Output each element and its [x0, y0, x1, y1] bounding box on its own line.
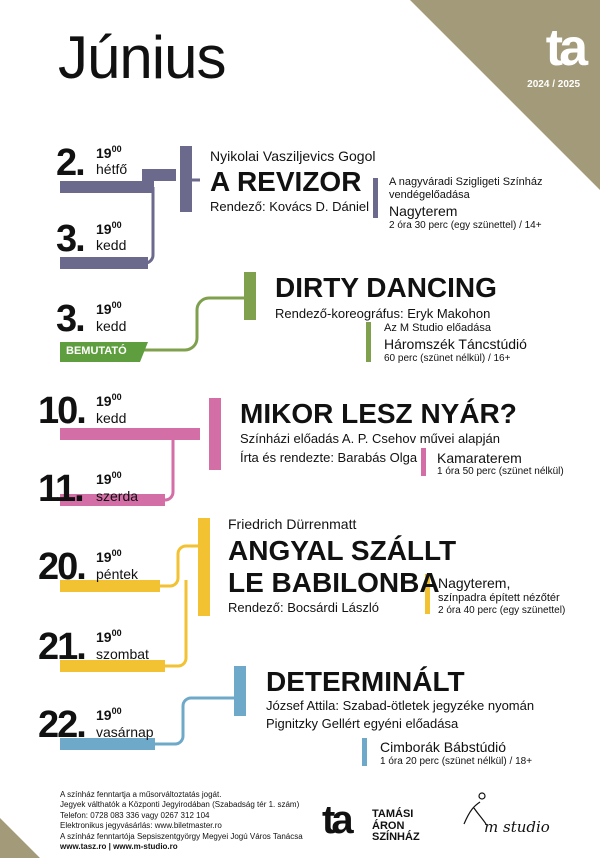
event-date: 21.	[38, 626, 85, 668]
event-time: $19^{00}$	[96, 628, 122, 645]
event-title-line-2: LE BABILONBA	[228, 567, 440, 598]
event-title: DIRTY DANCING	[275, 272, 497, 303]
event-date: 3.	[56, 218, 84, 260]
event-author: Nyikolai Vasziljevics Gogol	[210, 148, 376, 164]
event-date: 2.	[56, 142, 84, 184]
event-day: hétfő	[96, 161, 128, 177]
page-title-month: Június	[58, 24, 226, 91]
event-time: $19^{00}$	[96, 548, 122, 565]
footer-line: Telefon: 0728 083 336 vagy 0267 312 104	[60, 810, 210, 820]
footer-theatre-logo: ta	[322, 798, 350, 842]
event-venue: Nagyterem	[389, 203, 458, 219]
event-duration: 2 óra 30 perc (egy szünettel) / 14+	[389, 220, 542, 231]
event-time: $19^{00}$	[96, 220, 122, 237]
event-duration: 1 óra 50 perc (szünet nélkül)	[437, 466, 564, 477]
nyar-bar	[209, 398, 221, 470]
event-author: Friedrich Dürrenmatt	[228, 516, 357, 532]
event-day: szerda	[96, 488, 139, 504]
event-director: Rendező: Kovács D. Dániel	[210, 199, 369, 214]
event-venue: Kamaraterem	[437, 450, 522, 466]
footer-info	[60, 790, 303, 852]
event-date: 22.	[38, 704, 85, 746]
event-duration: 2 óra 40 perc (egy szünettel)	[438, 605, 566, 616]
event-director: Rendező: Bocsárdi László	[228, 600, 380, 615]
event-time: $19^{00}$	[96, 144, 122, 161]
angyal-bar	[198, 518, 210, 616]
season-label: 2024 / 2025	[527, 79, 580, 90]
footer-line: A színház fenntartja a műsorváltoztatás jogát.	[60, 790, 222, 799]
event-day: kedd	[96, 237, 127, 253]
theatre-logo: ta	[545, 19, 584, 77]
bottom-left-corner-triangle	[0, 818, 40, 858]
event-guest: Az M Studio előadása	[384, 322, 492, 334]
event-director: Pignitzky Gellért egyéni előadása	[266, 716, 459, 731]
event-time: $19^{00}$	[96, 706, 122, 723]
revizor-venue-bar	[373, 178, 378, 218]
nyar-venue-bar	[421, 448, 426, 476]
event-guest: A nagyváradi Szigligeti Színház vendégelőadása	[389, 176, 543, 202]
premiere-badge: BEMUTATÓ	[66, 345, 127, 357]
event-day: szombat	[96, 646, 149, 662]
revizor-bar	[180, 146, 192, 212]
event-day: vasárnap	[96, 724, 154, 740]
event-time: $19^{00}$	[96, 392, 122, 409]
event-director: Rendező-koreográfus: Eryk Makohon	[275, 306, 491, 321]
event-venue: Háromszék Táncstúdió	[384, 336, 527, 352]
dirty-venue-bar	[366, 322, 371, 362]
event-day: kedd	[96, 318, 127, 334]
event-duration: 60 perc (szünet nélkül) / 16+	[384, 353, 511, 364]
dirty-bar	[244, 272, 256, 320]
footer-line: Jegyek válthatók a Központi Jegyirodában (Szabadság tér 1. szám)	[60, 800, 300, 810]
footer-line: A színház fenntartója Sepsiszentgyörgy Megyei Jogú Város Tanácsa	[60, 831, 303, 841]
event-day: péntek	[96, 566, 139, 582]
event-venue: Nagyterem,	[438, 575, 511, 591]
event-time: $19^{00}$	[96, 300, 122, 317]
event-date: 20.	[38, 546, 85, 588]
determinalt-bar	[234, 666, 246, 716]
determinalt-venue-bar	[362, 738, 367, 766]
event-day: kedd	[96, 410, 127, 426]
event-title: DETERMINÁLT	[266, 666, 465, 697]
event-date: 3.	[56, 298, 84, 340]
event-venue-detail: színpadra épített nézőtér	[438, 592, 560, 604]
event-title: A REVIZOR	[210, 166, 362, 197]
event-director: Írta és rendezte: Barabás Olga	[240, 450, 418, 465]
event-venue: Cimborák Bábstúdió	[380, 739, 507, 755]
footer-line: www.tasz.ro | www.m-studio.ro	[60, 841, 178, 851]
footer-theatre-name: TAMÁSI ÁRON SZÍNHÁZ	[372, 808, 420, 844]
event-duration: 1 óra 20 perc (szünet nélkül) / 18+	[380, 756, 533, 767]
event-date: 10.	[38, 390, 85, 432]
event-time: $19^{00}$	[96, 470, 122, 487]
footer-line: Elektronikus jegyvásárlás: www.biletmaster.ro	[60, 821, 222, 831]
event-subtitle: Színházi előadás A. P. Csehov művei alapján	[240, 431, 500, 446]
event-title-line-1: ANGYAL SZÁLLT	[228, 535, 457, 566]
event-title: MIKOR LESZ NYÁR?	[240, 398, 517, 429]
event-date: 11.	[38, 468, 83, 510]
studio-logo: m studio	[484, 818, 550, 836]
event-subtitle: József Attila: Szabad-ötletek jegyzéke nyomán	[266, 698, 535, 713]
